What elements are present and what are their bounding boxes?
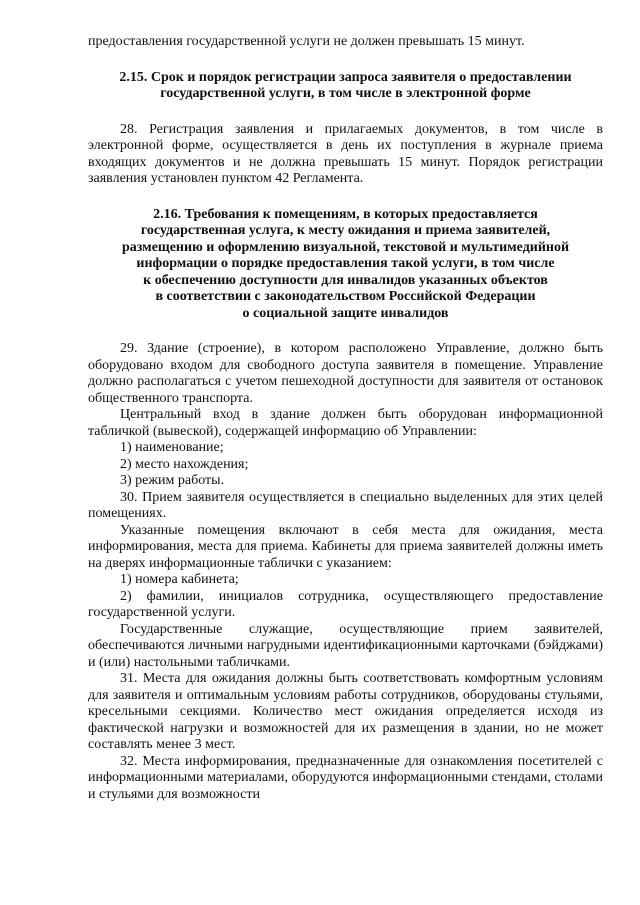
paragraph-central-entrance: Центральный вход в здание должен быть оборудован информационной табличкой (вывеской), содержащей информацию об Управлении:: [88, 407, 603, 439]
list-item: 2) фамилии, инициалов сотрудника, осуществляющего предоставление государственной услуги.: [88, 588, 603, 620]
heading-line: в соответствии с законодательством Российской Федерации: [155, 289, 536, 304]
list-item: 2) место нахождения;: [120, 456, 249, 472]
list-item: 1) наименование;: [120, 440, 224, 455]
heading-line: к обеспечению доступности для инвалидов указанных объектов: [143, 272, 548, 288]
paragraph-31: 31. Места для ожидания должны быть соответствовать комфортным условиям для заявителя и оптимальным условиям работы сотрудников, оборудованы стульями, кресельными секциями. Количество мест ожидания определяется исходя из фактической нагрузки и возможностей для их размещения в здании, но не может составлять менее 3 мест.: [88, 671, 603, 752]
heading-line: государственная услуга, к месту ожидания и приема заявителей,: [140, 223, 551, 238]
list-item: 1) номера кабинета;: [120, 572, 239, 587]
section-2-15-heading: [88, 70, 603, 103]
paragraph-premises: Указанные помещения включают в себя места для ожидания, места информирования, места для приема. Кабинеты для приема заявителей должны иметь на дверях информационные таблички с указанием:: [88, 522, 603, 571]
heading-line: государственной услуги, в том числе в электронной форме: [160, 86, 531, 101]
heading-line: размещению и оформлению визуальной, текстовой и мультимедийной: [121, 239, 570, 255]
paragraph-28: 28. Регистрация заявления и прилагаемых документов, в том числе в электронной форме, осуществляется в день их поступления в журнале приема входящих документов и не должна превышать 15 минут. Порядок регистрации заявления установлен пунктом 42 Регламента.: [88, 121, 603, 186]
paragraph-servants: Государственные служащие, осуществляющие прием заявителей, обеспечиваются личными нагрудными идентификационными карточками (бэйджами) и (или) настольными табличками.: [88, 621, 603, 670]
heading-line: информации о порядке предоставления такой услуги, в том числе: [136, 256, 555, 271]
paragraph-32: 32. Места информирования, предназначенные для ознакомления посетителей с информационными материалами, оборудуются информационными стендами, столами и стульями для возможности: [88, 753, 603, 802]
heading-line: 2.15. Срок и порядок регистрации запроса заявителя о предоставлении: [119, 69, 572, 85]
document-page: [88, 34, 603, 803]
list-item: 3) режим работы.: [120, 473, 225, 488]
paragraph-29: 29. Здание (строение), в котором расположено Управление, должно быть оборудовано входом для свободного доступа заявителя в помещение. Управление должно располагаться с учетом пешеходной доступности для заявителя от остановок общественного транспорта.: [88, 341, 603, 406]
heading-line: 2.16. Требования к помещениям, в которых предоставляется: [153, 206, 538, 222]
continuation-line: предоставления государственной услуги не должен превышать 15 минут.: [88, 34, 525, 49]
paragraph-30: 30. Прием заявителя осуществляется в специально выделенных для этих целей помещениях.: [88, 489, 603, 521]
section-2-16-heading: [88, 207, 603, 323]
heading-line: о социальной защите инвалидов: [242, 305, 449, 321]
